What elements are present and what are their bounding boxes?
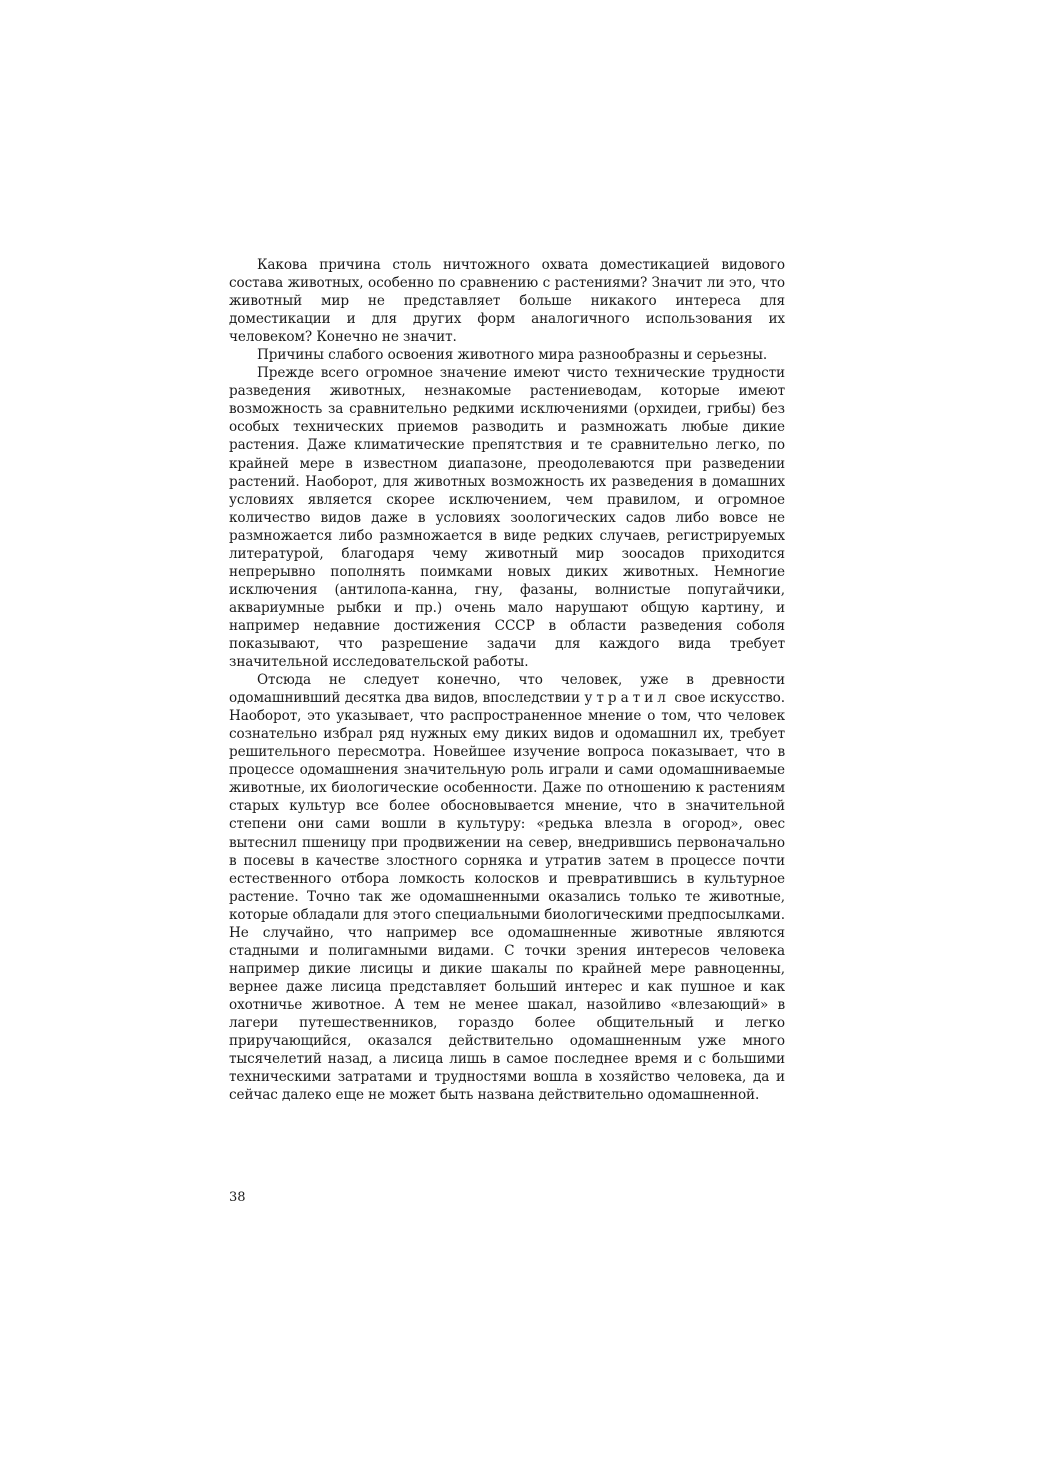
emphasized-word: утратил bbox=[584, 690, 670, 707]
paragraph-4-start: Отсюда не следует конечно, что человек, уже в древности одомашнивший десятка два видов, впоследствии bbox=[229, 672, 785, 707]
paragraph-1: Какова причина столь ничтожного охвата доместикацией видового состава животных, особенно по сравнению с растениями? Значит ли это, что животный мир не представляет больше никакого интереса для доместикации и для других форм аналогичного использования их человеком? Конечно не значит. bbox=[229, 257, 785, 346]
paragraph-4-end: свое искусство. Наоборот, это указывает, что распространенное мнение о том, что человек сознательно избрал ряд нужных ему диких видов и одомашнил их, требует решительного пересмотра. Новейшее изучение вопроса показывает, что в процессе одомашнения значительную роль играли и сами одомашниваемые животные, их биологические особенности. Даже по отношению к растениям старых культур все более обосновывается мнение, что в значительной степени они сами вошли в культуру: «редька влезла в огород», овес вытеснил пшеницу при продвижении на север, внедрившись первоначально в посевы в качестве злостного сорняка и утратив затем в процессе почти естественного отбора ломкость колосков и превратившись в культурное растение. Точно так же одомашненными оказались только те животные, которые обладали для этого специальными биологическими предпосылками. Не случайно, что например все одомашненные животные являются стадными и полигамными видами. С точки зрения интересов человека например дикие лисицы и дикие шакалы по крайней мере равноценны, вернее даже лисица представляет больший интерес и как пушное и как охотничье животное. А тем не менее шакал, назойливо «влезающий» в лагери путешественников, гораздо более общительный и легко приручающийся, оказался действительно одомашненным уже много тысячелетий назад, а лисица лишь в самое последнее время и с большими техническими затратами и трудностями вошла в хозяйство человека, да и сейчас далеко еще не может быть названа действительно одомашненной. bbox=[229, 690, 785, 1104]
paragraph-2: Причины слабого освоения животного мира разнообразны и серьезны. bbox=[257, 347, 768, 364]
paragraph-4 bbox=[229, 671, 785, 1104]
page-number: 38 bbox=[229, 1190, 246, 1205]
paragraph-3: Прежде всего огромное значение имеют чисто технические трудности разведения животных, незнакомые растениеводам, которые имеют возможность за сравнительно редкими исключениями (орхидеи, грибы) без особых технических приемов разводить и размножать любые дикие растения. Даже климатические препятствия и те сравнительно легко, по крайней мере в известном диапазоне, преодолеваются при разведении растений. Наоборот, для животных возможность их разведения в домашних условиях является скорее исключением, чем правилом, и огромное количество видов даже в условиях зоологических садов либо вовсе не размножается либо размножается в виде редких случаев, регистрируемых литературой, благодаря чему животный мир зоосадов приходится непрерывно пополнять поимками новых диких животных. Немногие исключения (антилопа-канна, гну, фазаны, волнистые попугайчики, аквариумные рыбки и пр.) очень мало нарушают общую картину, и например недавние достижения СССР в области разведения соболя показывают, что разрешение задачи для каждого вида требует значительной исследовательской работы. bbox=[229, 365, 785, 671]
body-text bbox=[229, 256, 785, 1104]
